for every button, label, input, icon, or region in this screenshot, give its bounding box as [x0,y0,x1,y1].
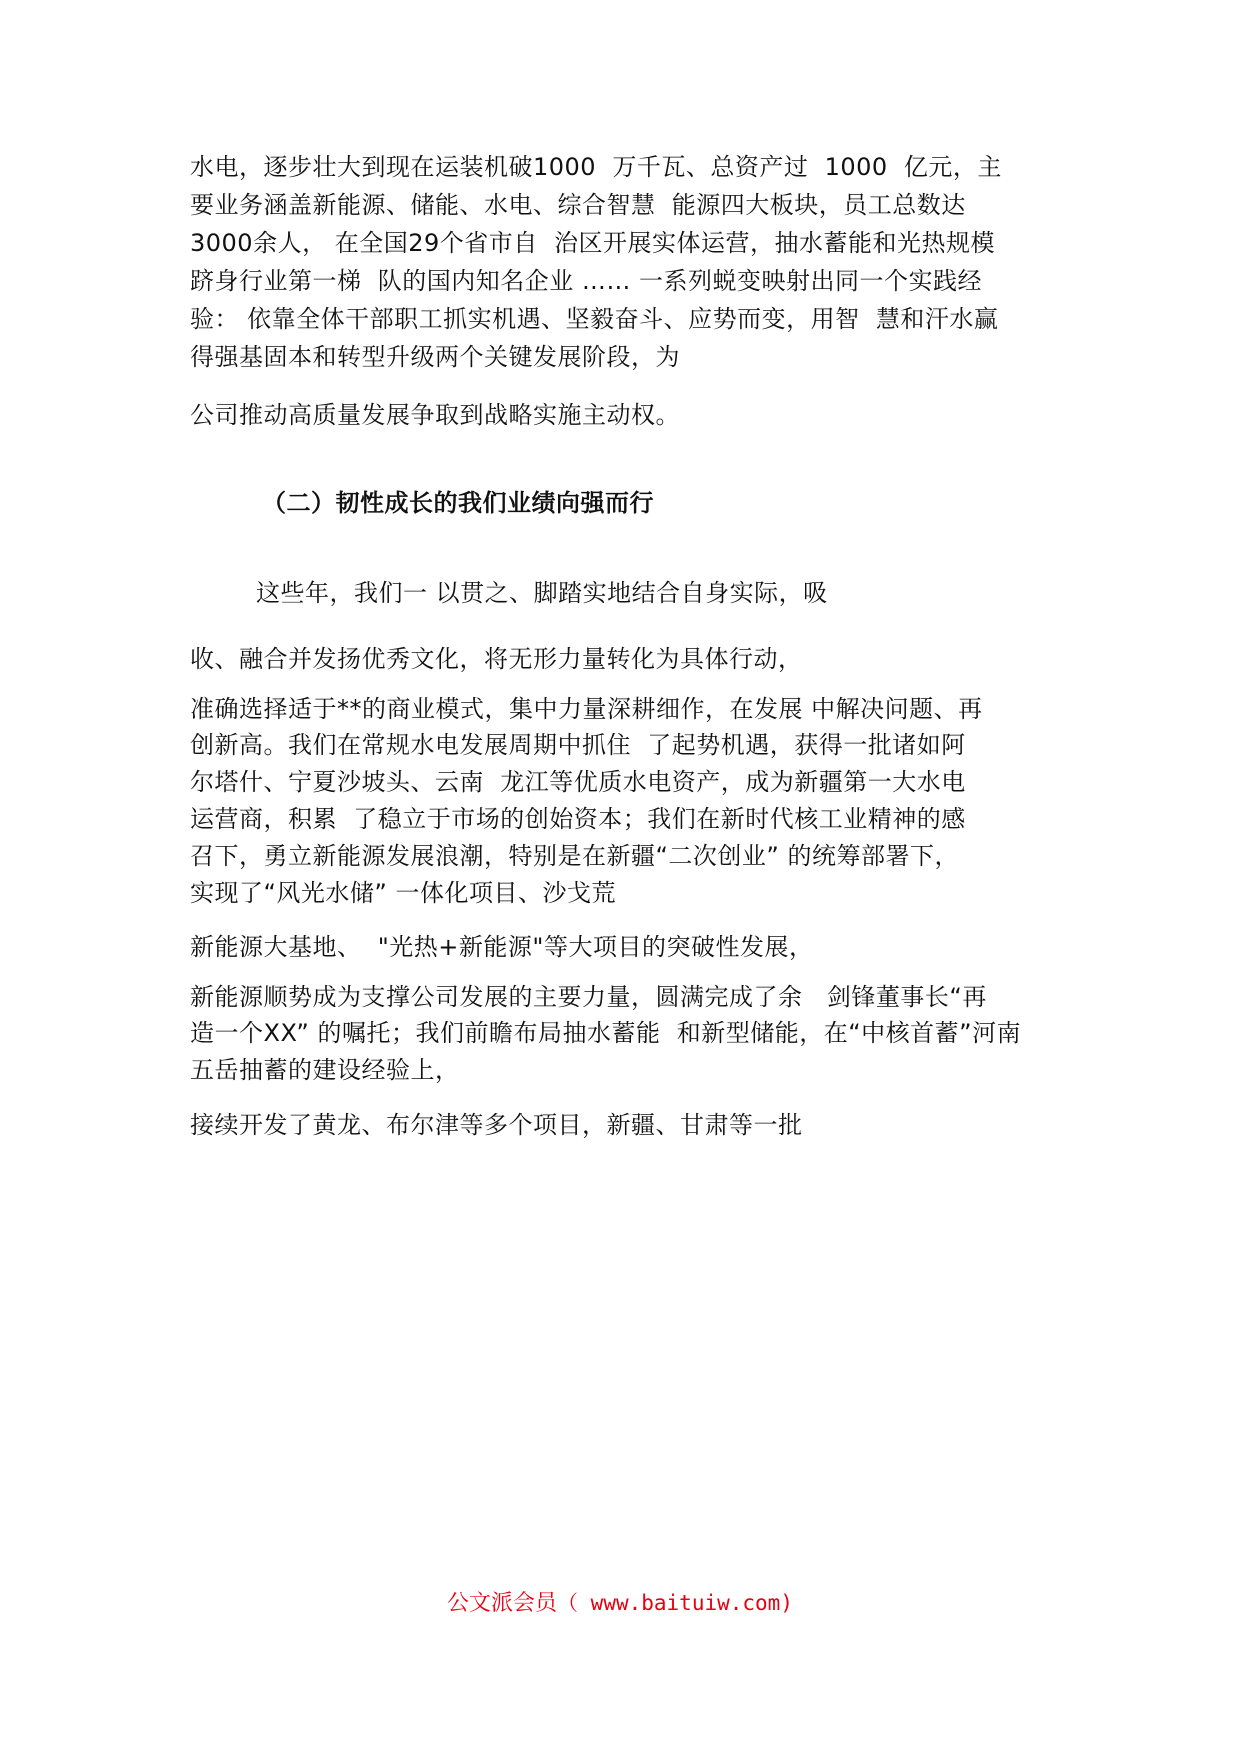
body-line: 跻身行业第一梯 队的国内知名企业 …… 一系列蜕变映射出同一个实践经 [190,267,983,295]
body-line: 得强基固本和转型升级两个关键发展阶段，为 [190,343,680,371]
body-line: 实现了“风光水储” 一体化项目、沙戈荒 [190,879,616,907]
footer-link[interactable]: （ www.baituiw.com) [557,1591,793,1615]
body-line: 公司推动高质量发展争取到战略实施主动权。 [190,401,680,429]
body-line: 尔塔什、宁夏沙坡头、云南 龙江等优质水电资产，成为新疆第一大水电 [190,768,966,796]
body-line: 召下，勇立新能源发展浪潮，特别是在新疆“二次创业” 的统筹部署下， [190,842,959,870]
body-line: 准确选择适于**的商业模式，集中力量深耕细作，在发展 中解决问题、再 [190,695,983,723]
body-line: 创新高。我们在常规水电发展周期中抓住 了起势机遇，获得一批诸如阿 [190,731,966,759]
body-line: 这些年，我们一 以贯之、脚踏实地结合自身实际，吸 [256,579,828,607]
body-line: 要业务涵盖新能源、储能、水电、综合智慧 能源四大板块，员工总数达 [190,191,966,219]
footer-watermark [0,1588,1240,1619]
body-line: 新能源大基地、 "光热+新能源"等大项目的突破性发展， [190,933,814,961]
section-heading: （二）韧性成长的我们业绩向强而行 [262,489,654,517]
body-line: 造一个XX” 的嘱托；我们前瞻布局抽水蓄能 和新型储能，在“中核首蓄”河南 [190,1019,1022,1047]
body-line: 验： 依靠全体干部职工抓实机遇、坚毅奋斗、应势而变，用智 慧和汗水赢 [190,305,999,333]
body-line: 水电，逐步壮大到现在运装机破1000 万千瓦、总资产过 1000 亿元，主 [190,153,1002,181]
body-line: 运营商，积累 了稳立于市场的创始资本；我们在新时代核工业精神的感 [190,805,966,833]
footer-brand: 公文派会员 [447,1591,558,1616]
body-line: 3000余人， 在全国29个省市自 治区开展实体运营，抽水蓄能和光热规模 [190,229,996,257]
body-line: 收、融合并发扬优秀文化，将无形力量转化为具体行动， [190,645,803,673]
body-line: 五岳抽蓄的建设经验上， [190,1056,460,1084]
body-line: 接续开发了黄龙、布尔津等多个项目，新疆、甘肃等一批 [190,1111,803,1139]
body-line: 新能源顺势成为支撑公司发展的主要力量，圆满完成了余 剑锋董事长“再 [190,983,987,1011]
